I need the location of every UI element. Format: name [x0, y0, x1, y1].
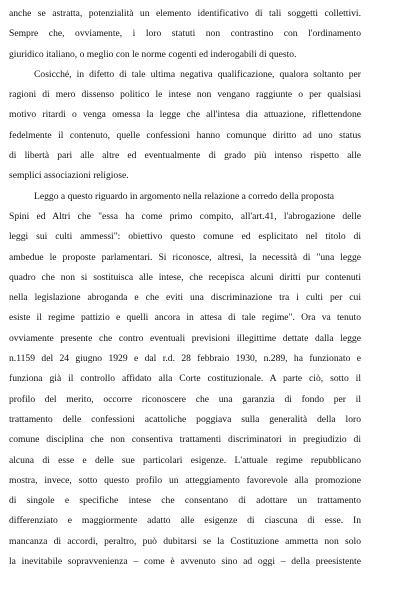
text-line: alcuna di esse e delle sue particolari esigenze. L'attuale regime repubblicano [9, 454, 361, 466]
body-text [9, 4, 361, 572]
text-line: Sempre che, ovviamente, i loro statuti non contrastino con l'ordinamento [9, 28, 361, 40]
text-line: ambedue le proposte parlamentari. Si riconosce, altresì, la necessità di "una legge [9, 251, 361, 263]
text-line: di singole e specifiche intese che consentano di adottare un trattamento [9, 495, 361, 507]
text-line: motivo ritardi o venga omessa la legge che all'intesa dia attuazione, riflettendone [9, 109, 361, 121]
text-line: semplici associazioni religiose. [9, 170, 129, 182]
text-line: Cosicché, in difetto di tale ultima negativa qualificazione, qualora soltanto per [34, 68, 361, 80]
text-line: Leggo a questo riguardo in argomento nella relazione a corredo della proposta [34, 190, 335, 202]
text-line: differenziato e maggiormente adatto alle esigenze di ciascuna di esse. In [9, 515, 361, 527]
text-line: di libertà pari alle altre ed eventualmente di grado più intenso rispetto alle [9, 150, 361, 162]
text-line: quadro che non si sostituisca alle intese, che recepisca alcuni diritti pur contenuti [9, 271, 361, 283]
text-line: mancanza di accordi, peraltro, può dubitarsi se la Costituzione ammetta non solo [9, 535, 361, 547]
text-line: funziona già il controllo affidato alla Corte costituzionale. A parte ciò, sotto il [9, 373, 361, 385]
text-line: ragioni di mero dissenso politico le intese non vengano raggiunte o per qualsiasi [9, 89, 361, 101]
text-line: la inevitabile sopravvenienza – come è avvenuto sino ad oggi – della preesistente [9, 556, 361, 568]
text-line: n.1159 del 24 giugno 1929 e dal r.d. 28 febbraio 1930, n.289, ha funzionato e [9, 353, 361, 365]
text-line: anche se astratta, potenzialità un elemento identificativo di tali soggetti collettivi. [9, 8, 361, 19]
text-line: comune disciplina che non consentiva trattamenti discriminatori in pregiudizio di [9, 434, 361, 446]
text-line: leggi sui culti ammessi": obiettivo questo comune ed esplicitato nel titolo di [9, 231, 361, 243]
text-line: mostra, invece, sotto questo profilo un atteggiamento favorevole alla promozione [9, 474, 361, 486]
text-line: ovviamente presente che contro eventuali previsioni illegittime dettate dalla legge [9, 332, 361, 344]
text-line: esiste il regime pattizio e quelli ancora in attesa di tale regime". Ora va tenuto [9, 312, 361, 324]
text-line: profilo del merito, occorre riconoscere che una garanzia di fondo per il [9, 393, 361, 405]
text-line: nella legislazione abroganda e che eviti una discriminazione tra i culti per cui [9, 292, 361, 304]
text-line: trattamento delle confessioni acattoliche poggiava sulla generalità della loro [9, 413, 361, 425]
text-line: giuridico italiano, o meglio con le norme cogenti ed inderogabili di questo. [9, 48, 297, 60]
text-line: Spini ed Altri che "essa ha come primo compito, all'art.41, l'abrogazione delle [9, 210, 361, 222]
text-line: fedelmente il contenuto, quelle confessioni hanno comunque diritto ad uno status [9, 129, 361, 141]
